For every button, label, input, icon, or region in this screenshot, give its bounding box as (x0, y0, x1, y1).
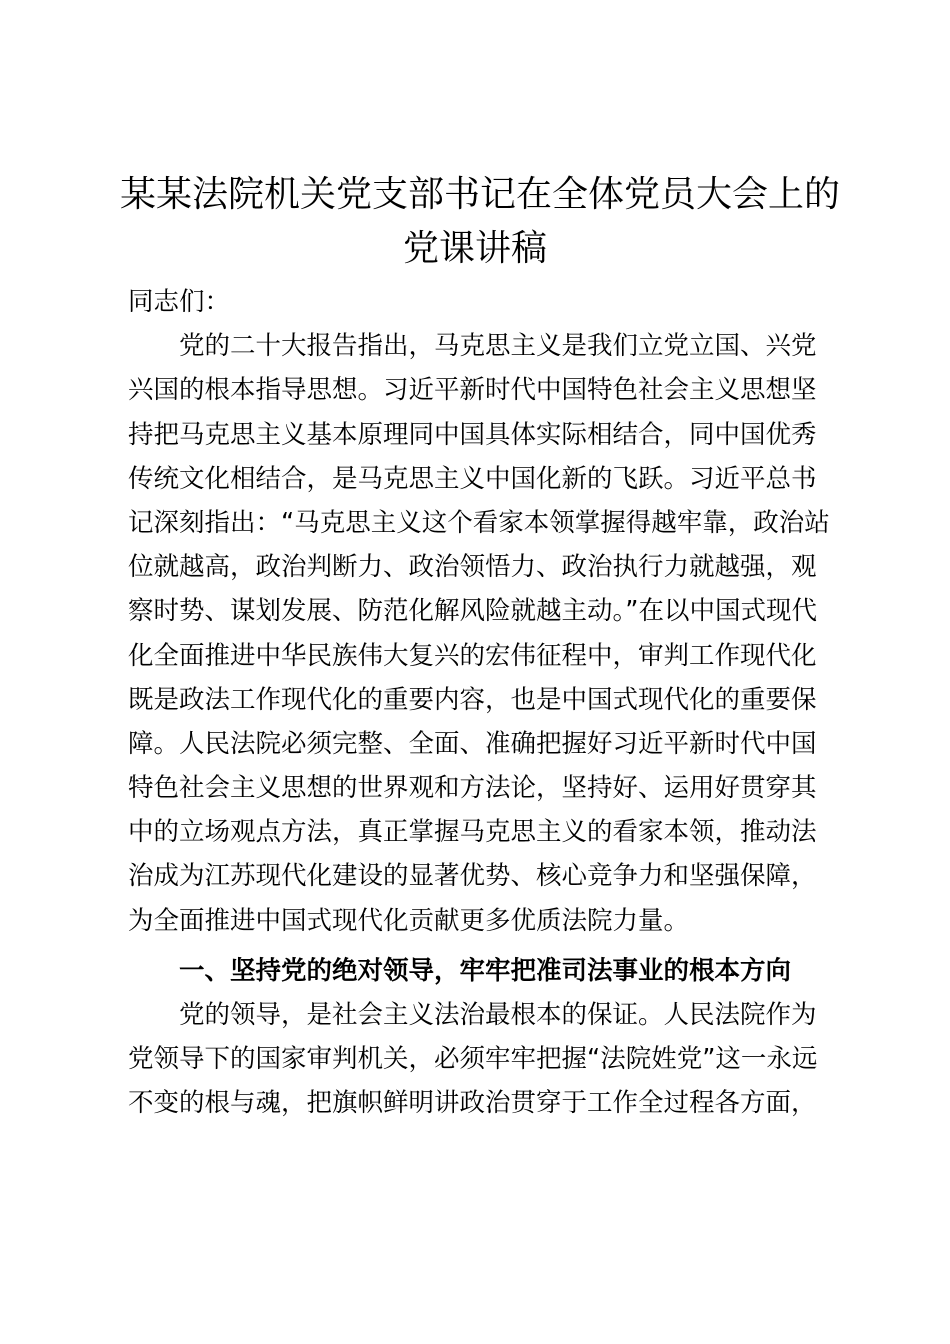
paragraph-1 (128, 324, 830, 943)
paragraph-line: 不变的根与魂，把旗帜鲜明讲政治贯穿于工作全过程各方面， (128, 1088, 817, 1119)
paragraph-line: 中的立场观点方法，真正掌握马克思主义的看家本领，推动法 (128, 817, 817, 848)
paragraph-line: 化全面推进中华民族伟大复兴的宏伟征程中，审判工作现代化 (128, 640, 817, 671)
paragraph-line: 察时势、谋划发展、防范化解风险就越主动。”在以中国式现代 (128, 596, 817, 627)
document-body (128, 280, 830, 1126)
paragraph-line: 既是政法工作现代化的重要内容，也是中国式现代化的重要保 (128, 684, 817, 715)
paragraph-line: 记深刻指出：“马克思主义这个看家本领掌握得越牢靠，政治站 (128, 507, 830, 538)
title-line-2: 党课讲稿 (402, 228, 547, 269)
document-title (120, 168, 841, 276)
paragraph-line: 治成为江苏现代化建设的显著优势、核心竞争力和坚强保障， (128, 861, 817, 892)
paragraph-line: 党的领导，是社会主义法治最根本的保证。人民法院作为 (179, 1000, 817, 1030)
paragraph-2 (128, 993, 830, 1126)
salutation: 同志们： (128, 287, 231, 317)
paragraph-line: 党的二十大报告指出，马克思主义是我们立党立国、兴党 (179, 331, 817, 362)
section-heading: 一、坚持党的绝对领导，牢牢把准司法事业的根本方向 (179, 955, 792, 986)
paragraph-line: 为全面推进中国式现代化贡献更多优质法院力量。 (128, 905, 690, 936)
paragraph-line: 传统文化相结合，是马克思主义中国化新的飞跃。习近平总书 (128, 463, 817, 494)
title-line-1: 某某法院机关党支部书记在全体党员大会上的 (120, 174, 841, 215)
paragraph-line: 兴国的根本指导思想。习近平新时代中国特色社会主义思想坚 (128, 375, 817, 406)
paragraph-line: 特色社会主义思想的世界观和方法论，坚持好、运用好贯穿其 (128, 773, 817, 804)
paragraph-line: 位就越高，政治判断力、政治领悟力、政治执行力就越强，观 (128, 552, 817, 583)
paragraph-line: 障。人民法院必须完整、全面、准确把握好习近平新时代中国 (128, 728, 817, 759)
paragraph-line: 持把马克思主义基本原理同中国具体实际相结合，同中国优秀 (128, 419, 817, 450)
paragraph-line: 党领导下的国家审判机关，必须牢牢把握“法院姓党”这一永远 (128, 1044, 818, 1075)
